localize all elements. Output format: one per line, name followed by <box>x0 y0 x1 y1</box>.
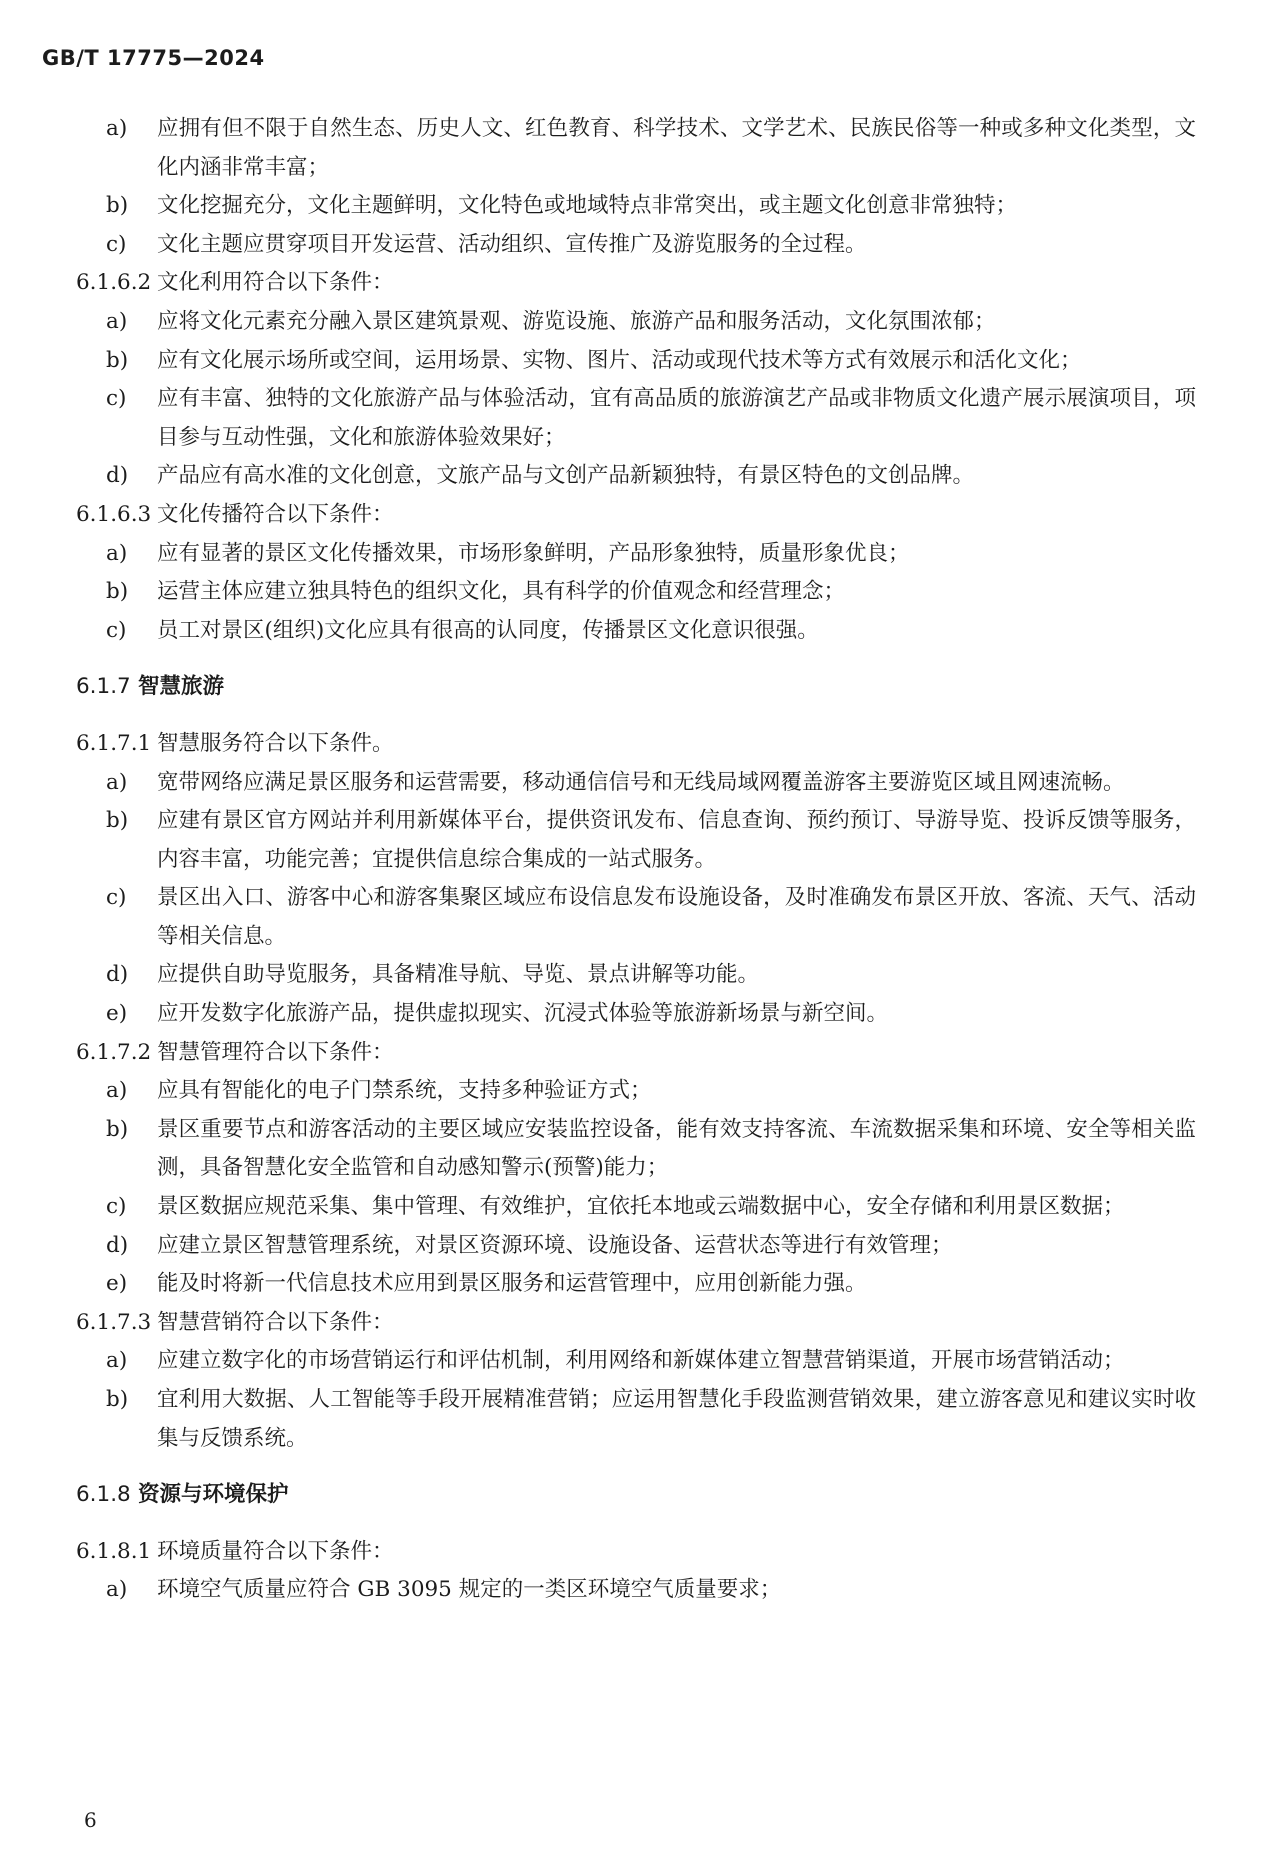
list-item-text: 应有文化展示场所或空间，运用场景、实物、图片、活动或现代技术等方式有效展示和活化文化； <box>157 347 1082 373</box>
list-item-text: 景区数据应规范采集、集中管理、有效维护，宜依托本地或云端数据中心，安全存储和利用景区数据； <box>157 1194 1125 1220</box>
list-item-marker: e) <box>106 1271 128 1297</box>
list-item-marker: c) <box>106 231 127 257</box>
list-item-text: 员工对景区(组织)文化应具有很高的认同度，传播景区文化意识很强。 <box>157 617 819 643</box>
clause-number: 6.1.7.2 <box>76 1039 152 1065</box>
list-item-text: 景区出入口、游客中心和游客集聚区域应布设信息发布设施设备，及时准确发布景区开放、客流、天气、活动等相关信息。 <box>157 885 1196 949</box>
clause-text: 文化利用符合以下条件： <box>157 270 394 296</box>
list-item-marker: a) <box>106 308 128 334</box>
list-item-marker: e) <box>106 1001 128 1027</box>
list-item-text: 应具有智能化的电子门禁系统，支持多种验证方式； <box>157 1078 652 1104</box>
list-item-text: 应建立景区智慧管理系统，对景区资源环境、设施设备、运营状态等进行有效管理； <box>157 1232 953 1258</box>
clause-number: 6.1.6.2 <box>76 270 152 296</box>
list-item <box>0 1571 1280 1610</box>
list-item-marker: a) <box>106 769 128 795</box>
list-item-marker: a) <box>106 116 128 141</box>
clause-heading <box>0 725 1280 764</box>
list-item-text: 应开发数字化旅游产品，提供虚拟现实、沉浸式体验等旅游新场景与新空间。 <box>157 1001 889 1027</box>
list-item-text: 宽带网络应满足景区服务和运营需要，移动通信信号和无线局域网覆盖游客主要游览区域且网速流畅。 <box>157 769 1125 795</box>
list-item-marker: d) <box>106 1232 129 1258</box>
list-item <box>0 303 1280 342</box>
list-item <box>0 535 1280 574</box>
list-item-text: 文化主题应贯穿项目开发运营、活动组织、宣传推广及游览服务的全过程。 <box>157 231 867 257</box>
list-item-text: 宜利用大数据、人工智能等手段开展精准营销；应运用智慧化手段监测营销效果，建立游客意见和建议实时收集与反馈系统。 <box>157 1387 1196 1451</box>
list-item-marker: c) <box>106 885 127 911</box>
clause-number: 6.1.6.3 <box>76 501 152 527</box>
list-item-text: 应建立数字化的市场营销运行和评估机制，利用网络和新媒体建立智慧营销渠道，开展市场营销活动； <box>157 1348 1125 1374</box>
list-item-text: 景区重要节点和游客活动的主要区域应安装监控设备，能有效支持客流、车流数据采集和环境、安全等相关监测，具备智慧化安全监管和自动感知警示(预警)能力； <box>157 1116 1196 1181</box>
section-number: 6.1.7 <box>76 674 131 700</box>
list-item <box>0 764 1280 803</box>
list-item-marker: c) <box>106 386 127 412</box>
list-item <box>0 995 1280 1034</box>
clause-text: 智慧服务符合以下条件。 <box>157 730 394 756</box>
clause-heading <box>0 1034 1280 1073</box>
clause-text: 文化传播符合以下条件： <box>157 501 394 527</box>
document-body <box>0 110 1280 1610</box>
clause-heading <box>0 1533 1280 1572</box>
section-number: 6.1.8 <box>76 1482 131 1508</box>
list-item-text: 文化挖掘充分，文化主题鲜明，文化特色或地域特点非常突出，或主题文化创意非常独特； <box>157 193 1018 219</box>
list-item <box>0 1265 1280 1304</box>
list-item <box>0 1188 1280 1227</box>
standard-code-header: GB/T 17775—2024 <box>42 46 265 70</box>
section-heading <box>0 1476 1280 1515</box>
list-item <box>0 457 1280 496</box>
clause-heading <box>0 496 1280 535</box>
clause-text: 智慧管理符合以下条件： <box>157 1039 394 1065</box>
list-item <box>0 1381 1280 1458</box>
list-item <box>0 226 1280 265</box>
clause-heading <box>0 264 1280 303</box>
list-item-marker: d) <box>106 962 129 988</box>
list-item-marker: a) <box>106 1348 128 1374</box>
list-item <box>0 187 1280 226</box>
clause-heading <box>0 1304 1280 1343</box>
list-item <box>0 1227 1280 1266</box>
list-item-text: 能及时将新一代信息技术应用到景区服务和运营管理中，应用创新能力强。 <box>157 1271 867 1297</box>
clause-text: 环境质量符合以下条件： <box>157 1538 394 1564</box>
list-item-marker: b) <box>106 1387 129 1412</box>
list-item-marker: b) <box>106 808 129 834</box>
list-item-text: 应提供自助导览服务，具备精准导航、导览、景点讲解等功能。 <box>157 962 760 988</box>
list-item <box>0 573 1280 612</box>
list-item <box>0 1342 1280 1381</box>
list-item <box>0 1111 1280 1188</box>
list-item-text: 产品应有高水准的文化创意，文旅产品与文创产品新颖独特，有景区特色的文创品牌。 <box>157 463 975 489</box>
clause-text: 智慧营销符合以下条件： <box>157 1309 394 1335</box>
list-item-text: 应将文化元素充分融入景区建筑景观、游览设施、旅游产品和服务活动，文化氛围浓郁； <box>157 308 996 334</box>
list-item <box>0 879 1280 956</box>
list-item <box>0 342 1280 381</box>
list-item <box>0 380 1280 457</box>
list-item-marker: c) <box>106 1194 127 1220</box>
list-item-marker: b) <box>106 579 129 605</box>
clause-number: 6.1.7.3 <box>76 1309 152 1335</box>
clause-number: 6.1.8.1 <box>76 1538 152 1564</box>
list-item-marker: a) <box>106 1078 128 1104</box>
list-item <box>0 612 1280 651</box>
section-title: 资源与环境保护 <box>138 1482 289 1508</box>
list-item-text: 应拥有但不限于自然生态、历史人文、红色教育、科学技术、文学艺术、民族民俗等一种或多种文化类型，文化内涵非常丰富； <box>157 116 1196 180</box>
list-item-marker: b) <box>106 193 129 219</box>
section-heading <box>0 668 1280 707</box>
list-item <box>0 1072 1280 1111</box>
clause-number: 6.1.7.1 <box>76 730 152 756</box>
list-item-marker: d) <box>106 463 129 489</box>
list-item-text: 运营主体应建立独具特色的组织文化，具有科学的价值观念和经营理念； <box>157 579 846 605</box>
list-item <box>0 110 1280 187</box>
list-item-marker: a) <box>106 1577 128 1603</box>
list-item-marker: b) <box>106 1116 129 1142</box>
page-number: 6 <box>84 1808 97 1832</box>
list-item <box>0 956 1280 995</box>
list-item-marker: c) <box>106 617 127 643</box>
list-item-text: 应建有景区官方网站并利用新媒体平台，提供资讯发布、信息查询、预约预订、导游导览、投诉反馈等服务，内容丰富，功能完善；宜提供信息综合集成的一站式服务。 <box>157 808 1196 872</box>
list-item-marker: a) <box>106 540 128 566</box>
list-item-text: 应有丰富、独特的文化旅游产品与体验活动，宜有高品质的旅游演艺产品或非物质文化遗产展示展演项目，项目参与互动性强，文化和旅游体验效果好； <box>157 386 1196 450</box>
list-item-text: 环境空气质量应符合 GB 3095 规定的一类区环境空气质量要求； <box>157 1577 782 1603</box>
list-item-text: 应有显著的景区文化传播效果，市场形象鲜明，产品形象独特，质量形象优良； <box>157 540 910 566</box>
list-item <box>0 802 1280 879</box>
list-item-marker: b) <box>106 347 129 373</box>
section-title: 智慧旅游 <box>138 674 225 700</box>
